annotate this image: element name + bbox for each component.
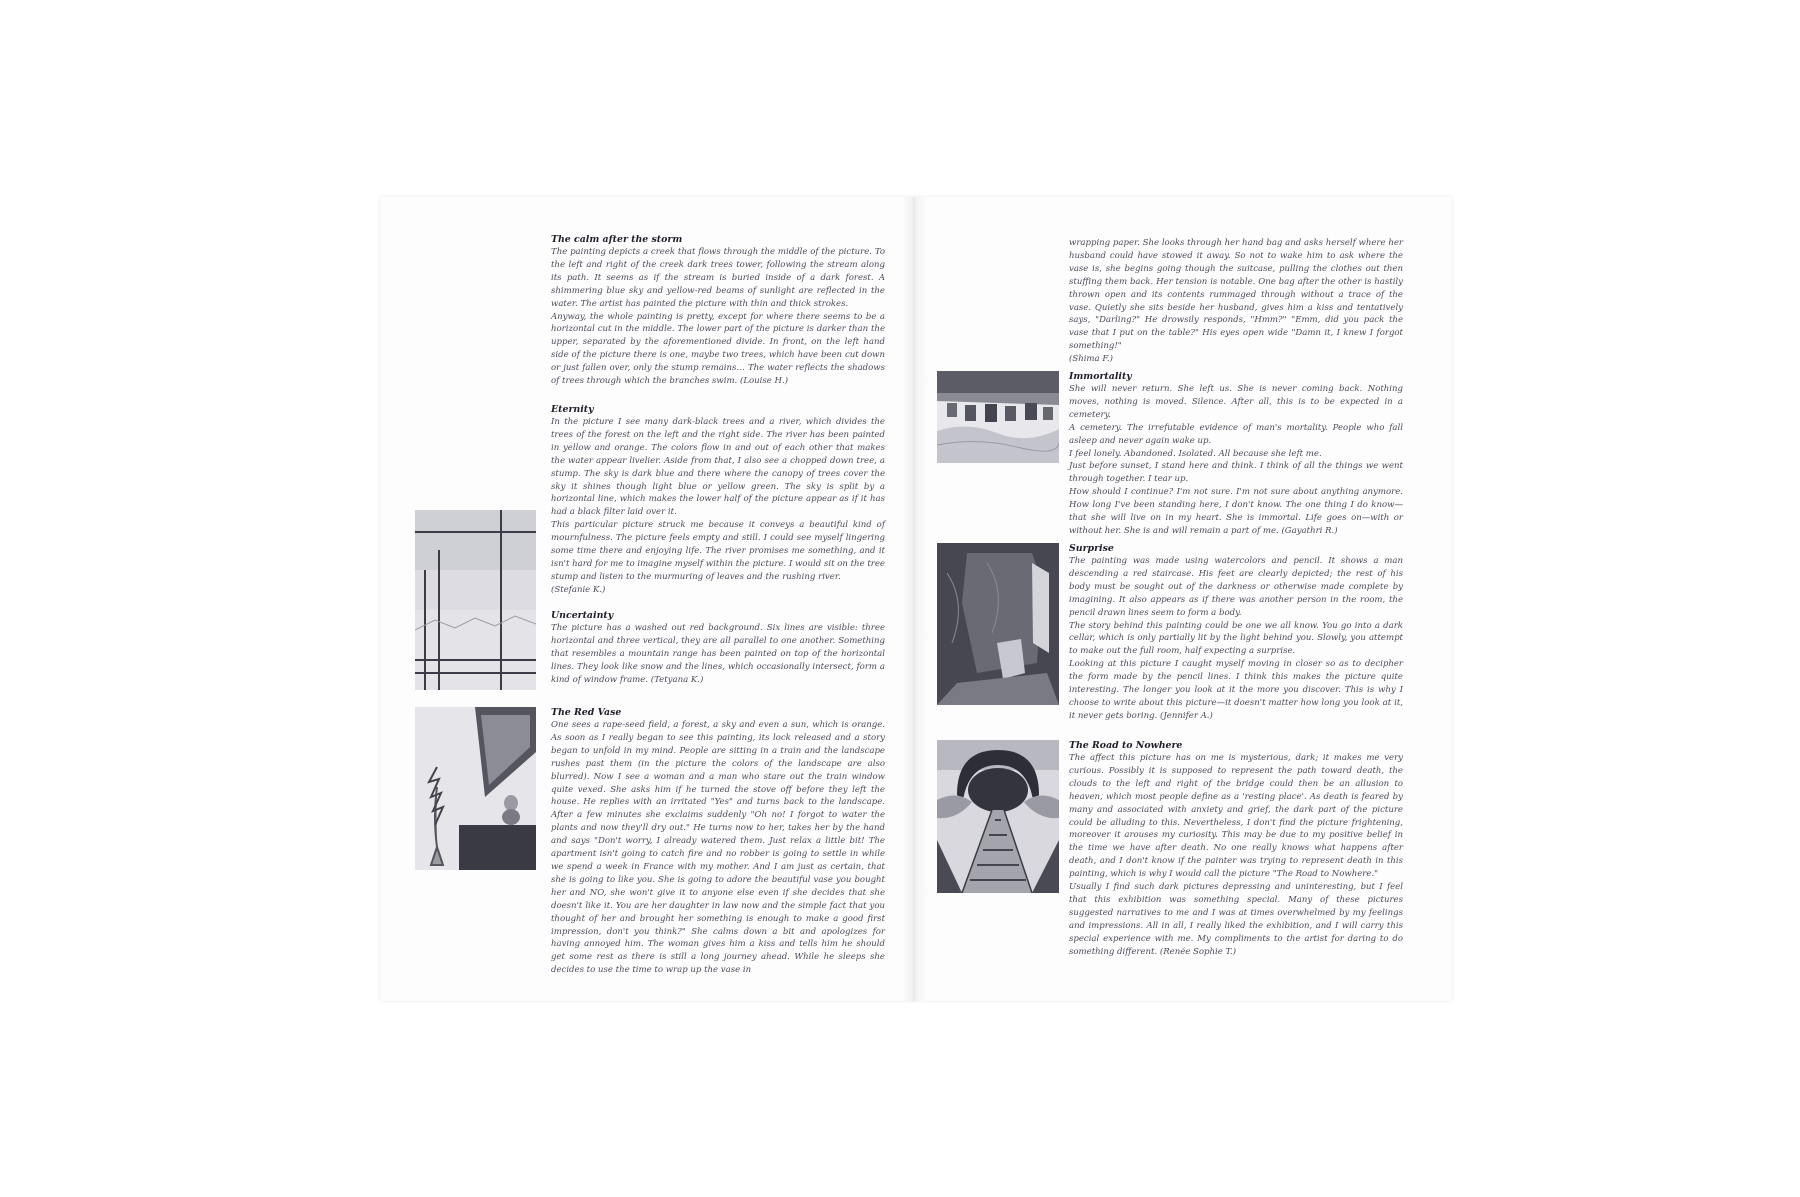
entry-title: Uncertainty	[551, 610, 614, 621]
entry-red-vase	[551, 707, 885, 977]
artwork-surprise-drawing	[937, 543, 1059, 705]
entry-eternity	[551, 404, 885, 597]
entry-body: wrapping paper. She looks through her hand bag and asks herself where her husband could have stowed it away. So not to wake him to ask where the vase is, she begins going though the suitcase, pulling the clothes out then stuffing them back. Her tension is notable. One bag after the other is hastily thrown open and its contents rummaged through without a trace of the vase. Quietly she sits beside her husband, gives him a kiss and tentatively says, "Darling?" He drowsily responds, "Hmm?" "Emm, did you pack the vase that I put on the table?" His eyes open wide "Damn it, I knew I forgot something!" (Shima F.)	[1069, 238, 1403, 365]
entry-road-to-nowhere	[1069, 740, 1403, 959]
artwork-red-vase-drawing	[415, 707, 536, 870]
entry-title: Immortality	[1069, 371, 1132, 382]
entry-title: The Red Vase	[551, 707, 622, 718]
artwork-immortality	[937, 371, 1059, 463]
entry-calm-after-storm	[551, 234, 885, 388]
entry-body: The picture has a washed out red background. Six lines are visible: three horizontal and three vertical, they are all parallel to one another. Something that resembles a mountain range has been painted on top of the horizontal lines. They look like snow and the lines, which occasionally intersect, form a kind of window frame. (Tetyana K.)	[551, 623, 885, 685]
entry-uncertainty	[551, 610, 885, 687]
entry-immortality	[1069, 371, 1403, 538]
entry-body: The affect this picture has on me is mysterious, dark; it makes me very curious. Possibly it is supposed to represent the path toward death, the clouds to the left and right of the bridge could then be an allusion to heaven, which most people define as a 'resting place'. As death is feared by many and associated with anxiety and grief, the dark part of the picture could be alluding to this. Nevertheless, I don't find the picture frightening, moreover it arouses my curiosity. This may be due to my positive belief in the time we have after death. No one really knows what happens after death, and I don't know if the painter was trying to represent death in this painting, which is why I would call the picture "The Road to Nowhere." Usually I find such dark pictures depressing and uninteresting, but I feel that this exhibition was something special. Many of these pictures suggested narratives to me and I was at times overwhelmed by my feelings and impressions. All in all, I really liked the exhibition, and I will carry this special experience with me. My compliments to the artist for daring to do something different. (Renée Sophie T.)	[1069, 753, 1403, 957]
left-page	[380, 197, 915, 1001]
entry-body: The painting depicts a creek that flows through the middle of the picture. To the left and right of the creek dark trees tower, following the stream along its path. It seems as if the stream is buried inside of a dark forest. A shimmering blue sky and yellow-red beams of sunlight are reflected in the water. The artist has painted the picture with thin and thick strokes. Anyway, the whole painting is pretty, except for where there seems to be a horizontal cut in the middle. The lower part of the picture is darker than the upper, separated by the aforementioned divide. In front, on the left hand side of the picture there is one, maybe two trees, which have been cut down or just fallen over, only the stump remains… The water reflects the shadows of trees through which the branches swim. (Louise H.)	[551, 247, 885, 387]
artwork-surprise	[937, 543, 1059, 705]
artwork-road-to-nowhere	[937, 740, 1059, 893]
artwork-uncertainty-drawing	[415, 510, 536, 690]
entry-title: Surprise	[1069, 543, 1114, 554]
entry-body: The painting was made using watercolors and pencil. It shows a man descending a red staircase. His feet are clearly depicted; the rest of his body must be sought out of the darkness or otherwise made complete by imagining. It also appears as if there was another person in the room, the pencil drawn lines seem to form a body. The story behind this painting could be one we all know. You go into a dark cellar, which is only partially lit by the light behind you. Slowly, you attempt to make out the full room, half expecting a surprise. Looking at this picture I caught myself moving in closer so as to decipher the form made by the pencil lines. I think this makes the picture quite interesting. The longer you look at it the more you discover. This is why I choose to write about this picture—it doesn't matter how long you look at it, it never gets boring. (Jennifer A.)	[1069, 556, 1403, 721]
artwork-immortality-drawing	[937, 371, 1059, 463]
entry-title: Eternity	[551, 404, 594, 415]
entry-surprise	[1069, 543, 1403, 723]
entry-body: In the picture I see many dark-black trees and a river, which divides the trees of the forest on the left and the right side. The river has been painted in yellow and orange. The colors flow in and out of each other that makes the water appear livelier. Aside from that, I also see a chopped down tree, a stump. The sky is dark blue and there where the canopy of trees cover the sky it shines though light blue or yellow green. The sky is split by a horizontal line, which makes the lower half of the picture appear as if it has had a black filter laid over it. This particular picture struck me because it conveys a beautiful kind of mournfulness. The picture feels empty and still. I could see myself lingering some time there and enjoying life. The river promises me something, and it isn't hard for me to imagine myself within the picture. I would sit on the tree stump and listen to the murmuring of leaves and the rushing river. (Stefanie K.)	[551, 417, 885, 595]
artwork-red-vase	[415, 707, 536, 870]
entry-body: One sees a rape-seed field, a forest, a sky and even a sun, which is orange. As soon as I really began to see this painting, its lock released and a story began to unfold in my mind. People are sitting in a train and the landscape rushes past them (in the picture the colors of the landscape are also blurred). Now I see a woman and a man who stare out the train window quite vexed. She asks him if he turned the stove off before they left the house. He replies with an irritated "Yes" and turns back to the landscape. After a few minutes she exclaims suddenly "Oh no! I forgot to water the plants and now they'll dry out." He turns now to her, takes her by the hand and says "Don't worry, I already watered them. Just relax a little bit! The apartment isn't going to catch fire and no robber is going to settle in while we spend a week in France with my mother. And I am just as certain, that she is going to like you. She is going to adore the beautiful vase you bought her and NO, she won't give it to anyone else even if she decides that she doesn't like it. You are her daughter in law now and the simple fact that you thought of her and brought her something is enough to make a good first impression, don't you think?" She calms down a bit and apologizes for having annoyed him. The woman gives him a kiss and tells him he should get some rest as there is still a long journey ahead. While he sleeps she decides to use the time to wrap up the vase in	[551, 720, 885, 976]
entry-title: The calm after the storm	[551, 234, 683, 245]
entry-body: She will never return. She left us. She is never coming back. Nothing moves, nothing is moved. Silence. After all, this is to be expected in a cemetery. A cemetery. The irrefutable evidence of man's mortality. People who fall asleep and never again wake up. I feel lonely. Abandoned. Isolated. All because she left me. Just before sunset, I stand here and think. I think of all the things we went through together. I tear up. How should I continue? I'm not sure. I'm not sure about anything anymore. How long I've been standing here, I don't know. The one thing I do know— that she will live on in my heart. She is immortal. Life goes on—with or without her. She is and will remain a part of me. (Gayathri R.)	[1069, 384, 1403, 536]
artwork-road-to-nowhere-drawing	[937, 740, 1059, 893]
entry-title: The Road to Nowhere	[1069, 740, 1183, 751]
artwork-uncertainty	[415, 510, 536, 690]
entry-red-vase-continued	[1069, 237, 1403, 366]
open-booklet	[380, 197, 1452, 1001]
right-page	[914, 197, 1452, 1001]
